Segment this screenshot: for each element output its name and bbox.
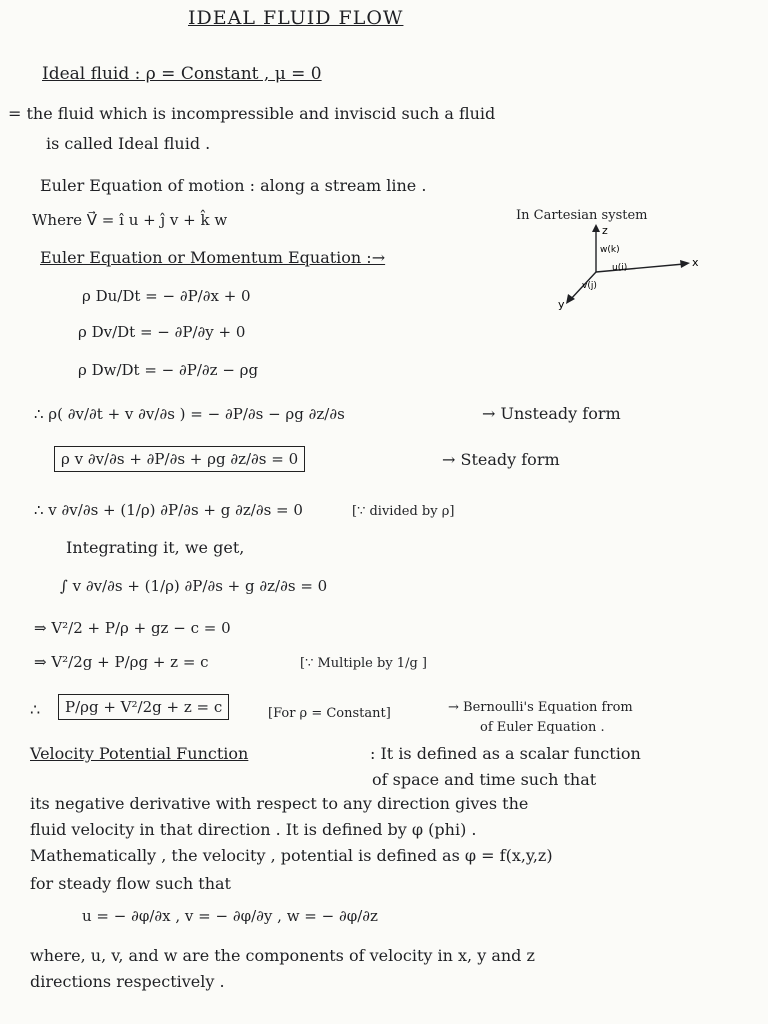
definition-line-1: = the fluid which is incompressible and inviscid such a fluid [8,104,496,123]
x-label: x [692,256,699,269]
u-label: u(i) [612,263,628,273]
vp-def-5: Mathematically , the velocity , potential is defined as φ = f(x,y,z) [30,846,553,865]
v-label: v(j) [582,281,597,291]
integral-equation: ∫ v ∂v/∂s + (1/ρ) ∂P/∂s + g ∂z/∂s = 0 [60,577,328,595]
vp-def-3: its negative derivative with respect to any direction gives the [30,794,529,813]
bernoulli-label-1: → Bernoulli's Equation from [448,700,633,715]
cartesian-note: In Cartesian system [516,208,648,223]
result-equation-2: ⇒ V²/2g + P/ρg + z = c [34,653,209,671]
steady-equation: ρ v ∂v/∂s + ∂P/∂s + ρg ∂z/∂s = 0 [54,446,305,472]
y-label: y [558,298,565,311]
z-arrow [592,224,600,232]
integrating-text: Integrating it, we get, [66,538,245,557]
euler-or-momentum: Euler Equation or Momentum Equation :→ [40,248,386,267]
ideal-fluid-line: Ideal fluid : ρ = Constant , μ = 0 [42,64,322,84]
euler-eq-x: ρ Du/Dt = − ∂P/∂x + 0 [82,287,251,305]
vp-def-6: for steady flow such that [30,874,231,893]
bernoulli-equation: P/ρg + V²/2g + z = c [58,694,229,720]
where-line: Where V⃗ = î u + ĵ v + k̂ w [32,211,228,229]
unsteady-label: → Unsteady form [482,404,621,423]
z-label: z [602,224,608,237]
final-line-1: where, u, v, and w are the components of velocity in x, y and z [30,946,535,965]
result-equation-1: ⇒ V²/2 + P/ρ + gz − c = 0 [34,619,231,637]
euler-heading: Euler Equation of motion : along a stream line . [40,176,427,195]
euler-eq-y: ρ Dv/Dt = − ∂P/∂y + 0 [78,323,246,341]
vp-components: u = − ∂φ/∂x , v = − ∂φ/∂y , w = − ∂φ/∂z [82,907,378,925]
steady-label: → Steady form [442,450,560,469]
axes-diagram [556,222,706,312]
final-line-2: directions respectively . [30,972,225,991]
divided-note: [∵ divided by ρ] [352,504,455,519]
divided-equation: ∴ v ∂v/∂s + (1/ρ) ∂P/∂s + g ∂z/∂s = 0 [34,501,303,519]
therefore-symbol: ∴ [30,700,41,719]
vp-def-4: fluid velocity in that direction . It is defined by φ (phi) . [30,820,477,839]
vp-def-1: : It is defined as a scalar function [370,744,641,763]
x-axis [596,264,684,272]
vp-def-2: of space and time such that [372,770,597,789]
bernoulli-condition: [For ρ = Constant] [268,706,391,721]
definition-line-2: is called Ideal fluid . [46,134,211,153]
w-label: w(k) [600,245,620,255]
bernoulli-label-2: of Euler Equation . [480,720,605,735]
vp-heading: Velocity Potential Function [30,744,249,763]
multiple-note: [∵ Multiple by 1/g ] [300,656,427,671]
euler-eq-z: ρ Dw/Dt = − ∂P/∂z − ρg [78,361,259,379]
unsteady-equation: ∴ ρ( ∂v/∂t + v ∂v/∂s ) = − ∂P/∂s − ρg ∂z/∂s [34,405,345,423]
page-title: IDEAL FLUID FLOW [188,7,404,29]
x-arrow [680,260,690,268]
